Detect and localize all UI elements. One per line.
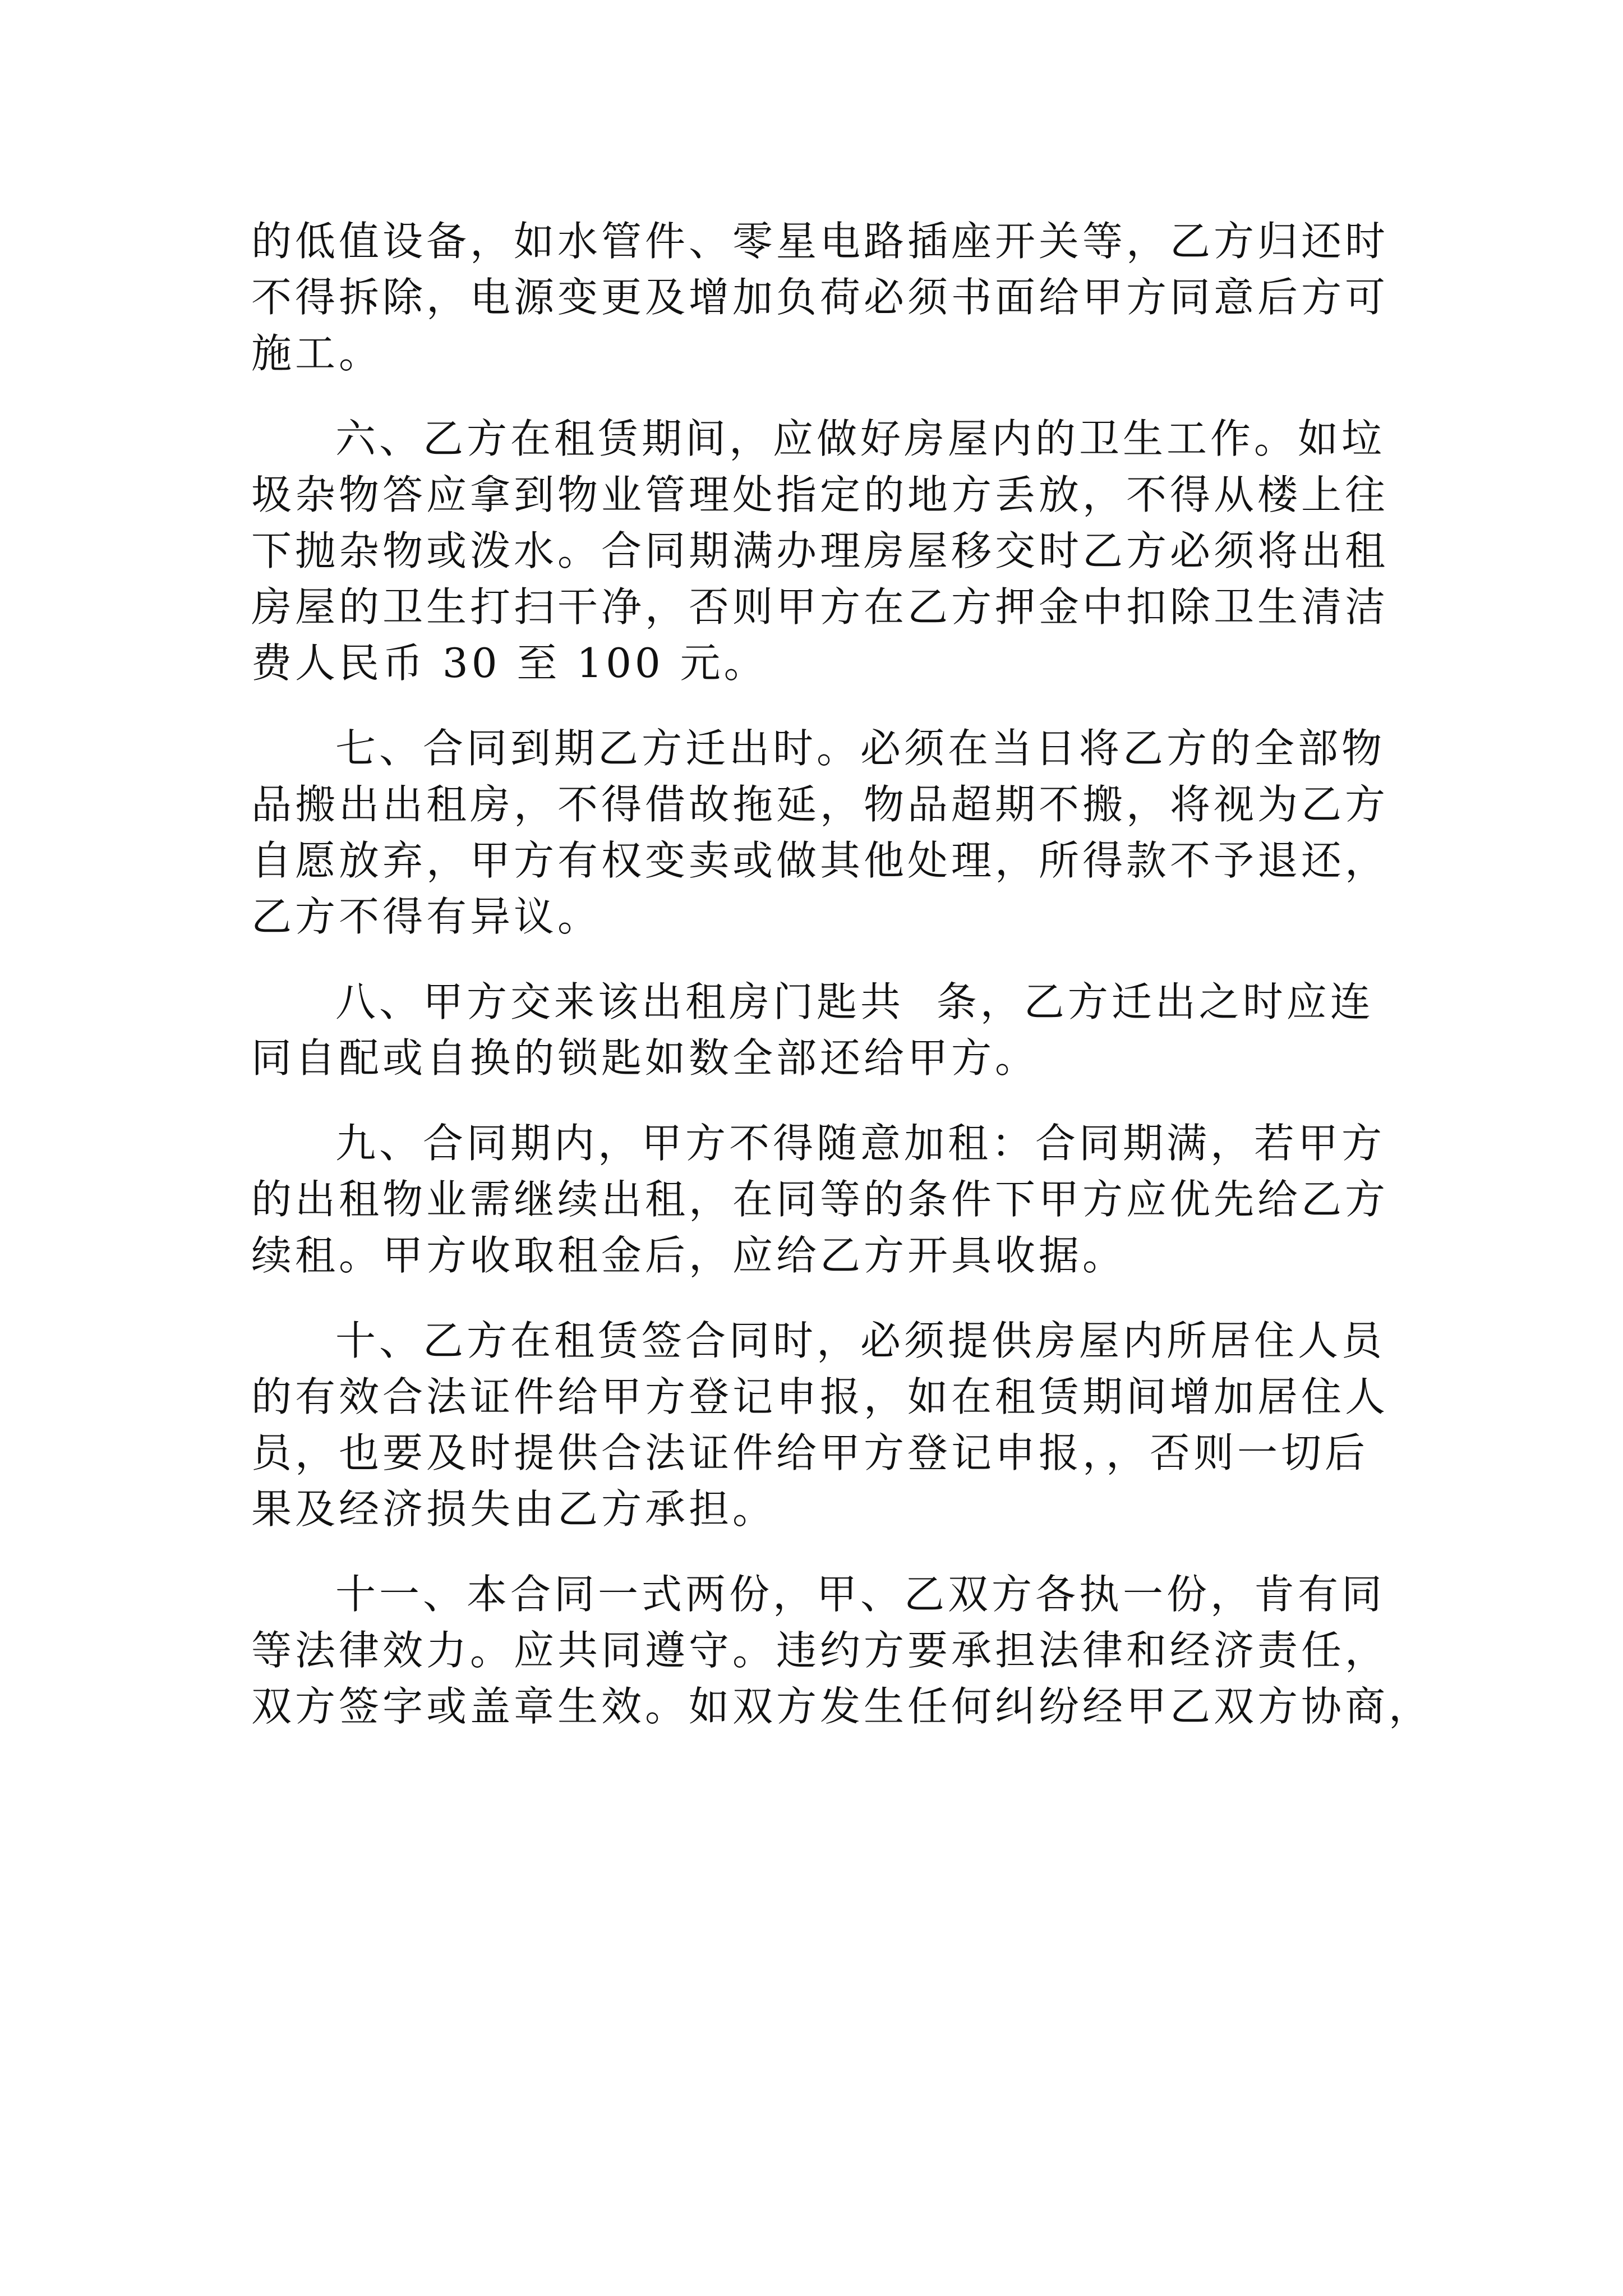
text-line: 的有效合法证件给甲方登记申报，如在租赁期间增加居住人 <box>251 1373 1389 1420</box>
text-line: 乙方不得有异议。 <box>251 893 602 940</box>
text-line: 的低值设备，如水管件、零星电路插座开关等，乙方归还时 <box>251 218 1389 265</box>
text-line: 双方签字或盖章生效。如双方发生任何纠纷经甲乙双方协商， <box>251 1683 1433 1730</box>
text-line: 品搬出出租房，不得借故拖延，物品超期不搬，将视为乙方 <box>251 781 1389 828</box>
text-line: 施工。 <box>251 330 383 377</box>
text-line: 下抛杂物或泼水。合同期满办理房屋移交时乙方必须将出租 <box>251 527 1389 574</box>
text-line: 的出租物业需继续出租，在同等的条件下甲方应优先给乙方 <box>251 1176 1389 1223</box>
text-line: 不得拆除，电源变更及增加负荷必须书面给甲方同意后方可 <box>251 274 1389 321</box>
text-line: 十、乙方在租赁签合同时，必须提供房屋内所居住人员 <box>335 1317 1386 1364</box>
text-line: 六、乙方在租赁期间，应做好房屋内的卫生工作。如垃 <box>335 415 1386 462</box>
paragraph-11 <box>251 1566 1433 1734</box>
text-line: 八、甲方交来该出租房门匙共 条，乙方迁出之时应连 <box>335 978 1374 1025</box>
paragraph-6 <box>251 411 1389 691</box>
text-line: 员，也要及时提供合法证件给甲方登记申报，，否则一切后 <box>251 1429 1369 1476</box>
paragraph-7 <box>251 720 1389 945</box>
text-line: 果及经济损失由乙方承担。 <box>251 1485 777 1533</box>
text-line: 自愿放弃，甲方有权变卖或做其他处理，所得款不予退还， <box>251 837 1389 884</box>
text-line: 续租。甲方收取租金后，应给乙方开具收据。 <box>251 1232 1127 1279</box>
text-line: 十一、本合同一式两份，甲、乙双方各执一份，肯有同 <box>335 1571 1386 1618</box>
paragraph-9 <box>251 1115 1389 1283</box>
paragraph-8 <box>251 974 1384 1086</box>
contract-body <box>251 213 1433 1734</box>
text-line: 房屋的卫生打扫干净，否则甲方在乙方押金中扣除卫生清洁 <box>251 583 1389 631</box>
text-line: 圾杂物答应拿到物业管理处指定的地方丢放，不得从楼上往 <box>251 471 1389 518</box>
text-line: 九、合同期内，甲方不得随意加租：合同期满，若甲方 <box>335 1120 1386 1167</box>
text-line: 同自配或自换的锁匙如数全部还给甲方。 <box>251 1034 1039 1082</box>
text-line: 等法律效力。应共同遵守。违约方要承担法律和经济责任， <box>251 1627 1389 1674</box>
paragraph-10 <box>251 1313 1389 1537</box>
paragraph-5-continuation <box>251 213 1389 381</box>
text-line: 费人民币 30 至 100 元。 <box>251 639 768 687</box>
text-line: 七、合同到期乙方迁出时。必须在当日将乙方的全部物 <box>335 725 1386 772</box>
